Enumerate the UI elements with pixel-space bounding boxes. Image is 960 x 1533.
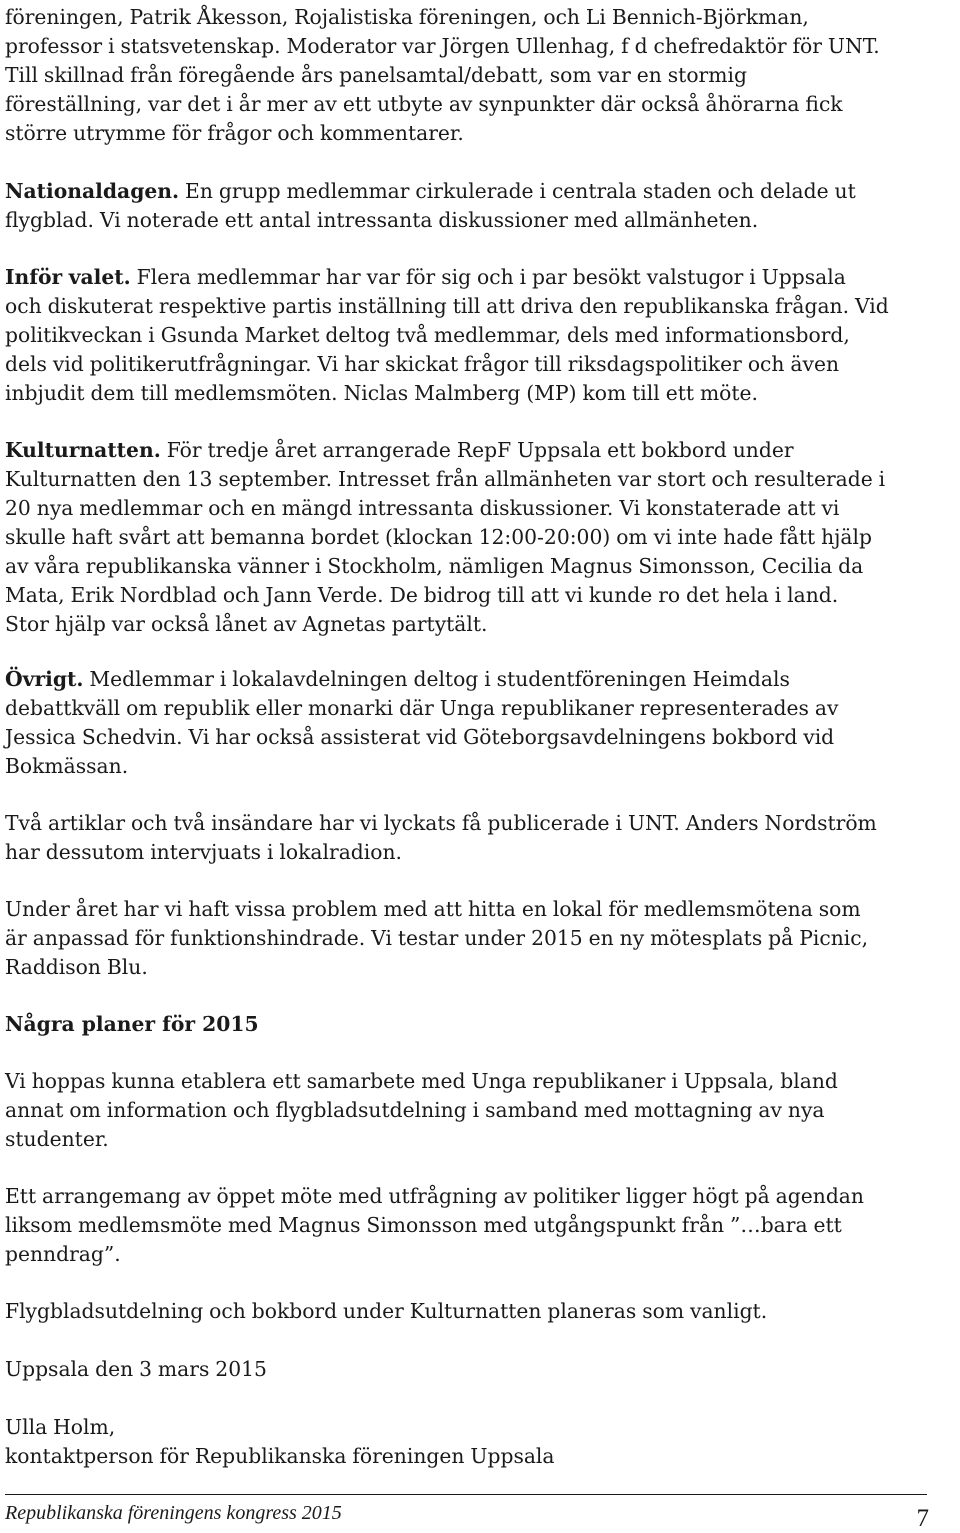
venue-paragraph: Under året har vi haft vissa problem med att hitta en lokal för medlemsmötena som är anpassad för funktionshindrade. Vi testar under 2015 en ny mötesplats på Picnic, Raddison Blu. [5, 897, 869, 979]
signature: Ulla Holm, kontaktperson för Republikanska föreningen Uppsala [5, 1415, 555, 1468]
section-text: En grupp medlemmar cirkulerade i centrala staden och delade ut flygblad. Vi noterade ett antal intressanta diskussioner med allmänheten. [5, 179, 856, 232]
section-heading: Övrigt. [5, 667, 84, 691]
footer-title: Republikanska föreningens kongress 2015 [5, 1502, 342, 1524]
intro-paragraph: föreningen, Patrik Åkesson, Rojalistiska föreningen, och Li Bennich-Björkman, professor i statsvetenskap. Moderator var Jörgen Ullenhag, f d chefredaktör för UNT. Till skillnad från föregående års panelsamtal/debatt, som var en stormig föreställning, var det i år mer av ett utbyte av synpunkter där också åhörarna fick större utrymme för frågor och kommentarer. [5, 5, 880, 145]
plans-heading: Några planer för 2015 [5, 1012, 259, 1036]
section-text: För tredje året arrangerade RepF Uppsala ett bokbord under Kulturnatten den 13 september. Intresset från allmänheten var stort och resulterade i 20 nya medlemmar och en mängd intressanta diskussioner. Vi konstaterade att vi skulle haft svårt att bemanna bordet (klockan 12:00-20:00) om vi inte hade fått hjälp av våra republikanska vänner i Stockholm, nämligen Magnus Simonsson, Cecilia da Mata, Erik Nordblad och Jann Verde. De bidrog till att vi kunde ro det hela i land. Stor hjälp var också lånet av Agnetas partytält. [5, 438, 886, 636]
section-text: Medlemmar i lokalavdelningen deltog i studentföreningen Heimdals debattkväll om republik eller monarki där Unga republikaner representerades av Jessica Schedvin. Vi har också assisterat vid Göteborgsavdelningens bokbord vid Bokmässan. [5, 667, 839, 778]
place-date: Uppsala den 3 mars 2015 [5, 1357, 267, 1381]
plans-paragraph-2: Ett arrangemang av öppet möte med utfrågning av politiker ligger högt på agendan liksom medlemsmöte med Magnus Simonsson med utgångspunkt från ”…bara ett penndrag”. [5, 1184, 864, 1266]
section-heading: Inför valet. [5, 265, 131, 289]
section-infor-valet [5, 263, 889, 408]
section-ovrigt [5, 665, 838, 781]
section-heading: Nationaldagen. [5, 179, 180, 203]
section-nationaldagen [5, 177, 856, 235]
section-heading: Kulturnatten. [5, 438, 161, 462]
plans-paragraph-3: Flygbladsutdelning och bokbord under Kulturnatten planeras som vanligt. [5, 1299, 768, 1323]
page-number: 7 [916, 1505, 929, 1532]
page-footer [5, 1494, 927, 1531]
section-text: Flera medlemmar har var för sig och i par besökt valstugor i Uppsala och diskuterat respektive partis inställning till att driva den republikanska frågan. Vid politikveckan i Gsunda Market deltog två medlemmar, dels med informationsbord, dels vid politikerutfrågningar. Vi har skickat frågor till riksdagspolitiker och även inbjudit dem till medlemsmöten. Niclas Malmberg (MP) kom till ett möte. [5, 265, 889, 405]
plans-paragraph-1: Vi hoppas kunna etablera ett samarbete med Unga republikaner i Uppsala, bland annat om information och flygbladsutdelning i samband med mottagning av nya studenter. [5, 1069, 838, 1151]
articles-paragraph: Två artiklar och två insändare har vi lyckats få publicerade i UNT. Anders Nordström har dessutom intervjuats i lokalradion. [5, 811, 877, 864]
section-kulturnatten [5, 436, 885, 639]
